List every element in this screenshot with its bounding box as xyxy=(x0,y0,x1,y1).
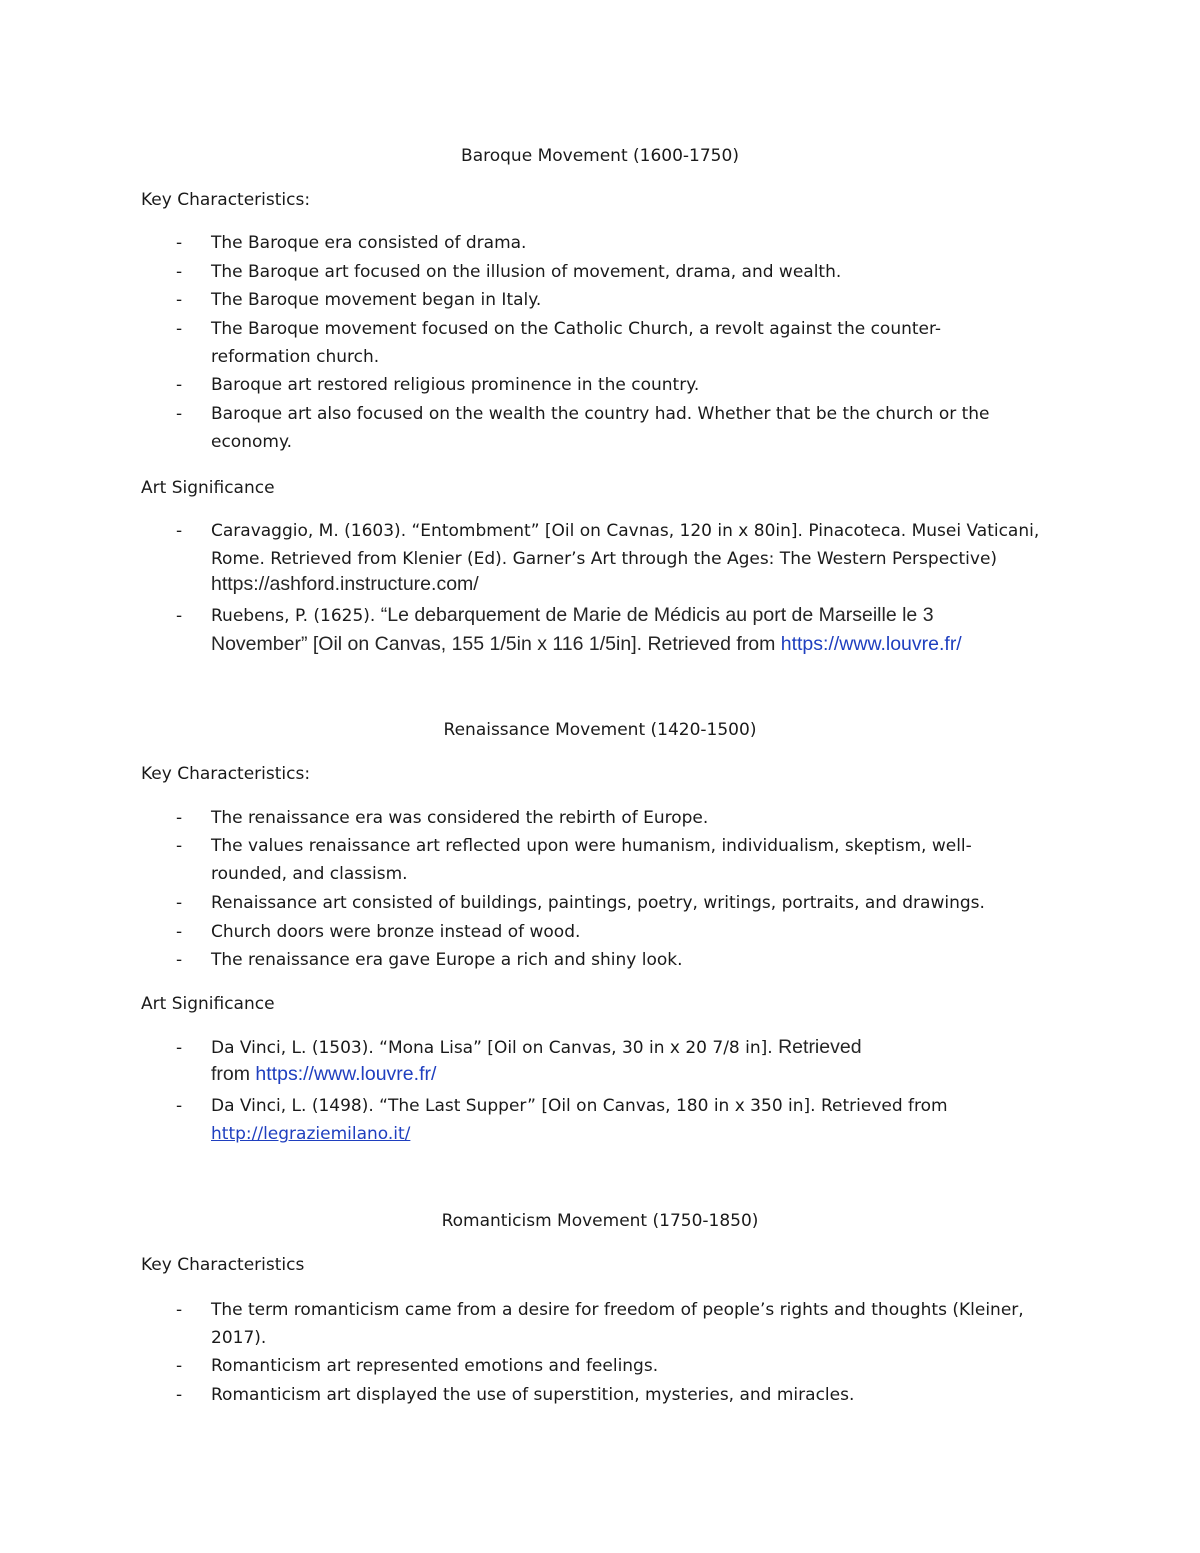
renaissance-bullet: Church doors were bronze instead of wood. xyxy=(211,922,581,942)
renaissance-art-heading: Art Significance xyxy=(141,994,275,1014)
renaissance-bullet: Renaissance art consisted of buildings, paintings, poetry, writings, portraits, and drawings. xyxy=(211,893,985,913)
baroque-reference-continued: Rome. Retrieved from Klenier (Ed). Garner’s Art through the Ages: The Western Perspective) xyxy=(211,549,998,569)
bullet-dash: - xyxy=(176,290,183,310)
rubens-author: Ruebens, P. (1625). xyxy=(211,606,376,626)
louvre-url[interactable]: https://www.louvre.fr/ xyxy=(255,1063,437,1085)
baroque-title: Baroque Movement (1600-1750) xyxy=(461,146,739,166)
romanticism-bullet: Romanticism art represented emotions and feelings. xyxy=(211,1356,659,1376)
bullet-dash: - xyxy=(176,233,183,253)
legraziemilano-url[interactable]: http://legraziemilano.it/ xyxy=(211,1124,411,1144)
last-supper-reference: Da Vinci, L. (1498). “The Last Supper” [Oil on Canvas, 180 in x 350 in]. Retrieved from xyxy=(211,1096,948,1116)
renaissance-bullet-continued: rounded, and classism. xyxy=(211,864,408,884)
bullet-dash: - xyxy=(176,404,183,424)
renaissance-bullet: The renaissance era was considered the rebirth of Europe. xyxy=(211,808,709,828)
romanticism-key-heading: Key Characteristics xyxy=(141,1255,305,1275)
mona-lisa-reference xyxy=(211,1038,862,1058)
mona-lisa-reference-continued xyxy=(211,1065,436,1085)
bullet-dash: - xyxy=(176,606,183,626)
rubens-reference xyxy=(211,606,934,626)
bullet-dash: - xyxy=(176,922,183,942)
bullet-dash: - xyxy=(176,836,183,856)
mona-lisa-citation: Da Vinci, L. (1503). “Mona Lisa” [Oil on Canvas, 30 in x 20 7/8 in]. xyxy=(211,1038,779,1058)
baroque-bullet: The Baroque art focused on the illusion of movement, drama, and wealth. xyxy=(211,262,842,282)
rubens-details: November” [Oil on Canvas, 155 1/5in x 116 1/5in]. Retrieved from xyxy=(211,633,781,655)
renaissance-key-heading: Key Characteristics: xyxy=(141,764,311,784)
bullet-dash: - xyxy=(176,950,183,970)
baroque-bullet: The Baroque movement began in Italy. xyxy=(211,290,542,310)
bullet-dash: - xyxy=(176,808,183,828)
romanticism-bullet: Romanticism art displayed the use of superstition, mysteries, and miracles. xyxy=(211,1385,855,1405)
bullet-dash: - xyxy=(176,375,183,395)
bullet-dash: - xyxy=(176,1356,183,1376)
baroque-bullet: Baroque art also focused on the wealth the country had. Whether that be the church or the xyxy=(211,404,990,424)
bullet-dash: - xyxy=(176,893,183,913)
bullet-dash: - xyxy=(176,1385,183,1405)
mona-lisa-retrieved: Retrieved xyxy=(778,1036,862,1058)
mona-lisa-from: from xyxy=(211,1063,256,1085)
romanticism-bullet-continued: 2017). xyxy=(211,1328,267,1348)
rubens-title: “Le debarquement de Marie de Médicis au port de Marseille le 3 xyxy=(375,604,934,626)
renaissance-title: Renaissance Movement (1420-1500) xyxy=(443,720,757,740)
baroque-bullet-continued: economy. xyxy=(211,432,292,452)
ashford-url[interactable]: https://ashford.instructure.com/ xyxy=(211,573,479,595)
baroque-bullet: The Baroque movement focused on the Catholic Church, a revolt against the counter- xyxy=(211,319,942,339)
baroque-key-heading: Key Characteristics: xyxy=(141,190,311,210)
baroque-bullet: The Baroque era consisted of drama. xyxy=(211,233,527,253)
renaissance-bullet: The values renaissance art reflected upon were humanism, individualism, skeptism, well- xyxy=(211,836,972,856)
bullet-dash: - xyxy=(176,262,183,282)
baroque-bullet: Baroque art restored religious prominence in the country. xyxy=(211,375,700,395)
rubens-reference-continued xyxy=(211,635,962,655)
bullet-dash: - xyxy=(176,1300,183,1320)
bullet-dash: - xyxy=(176,521,183,541)
bullet-dash: - xyxy=(176,1038,183,1058)
baroque-art-heading: Art Significance xyxy=(141,478,275,498)
renaissance-bullet: The renaissance era gave Europe a rich and shiny look. xyxy=(211,950,683,970)
bullet-dash: - xyxy=(176,1096,183,1116)
romanticism-title: Romanticism Movement (1750-1850) xyxy=(441,1211,759,1231)
louvre-url[interactable]: https://www.louvre.fr/ xyxy=(780,633,962,655)
baroque-reference: Caravaggio, M. (1603). “Entombment” [Oil on Cavnas, 120 in x 80in]. Pinacoteca. Musei Vaticani, xyxy=(211,521,1040,541)
bullet-dash: - xyxy=(176,319,183,339)
romanticism-bullet: The term romanticism came from a desire for freedom of people’s rights and thoughts (Kleiner, xyxy=(211,1300,1024,1320)
baroque-bullet-continued: reformation church. xyxy=(211,347,380,367)
